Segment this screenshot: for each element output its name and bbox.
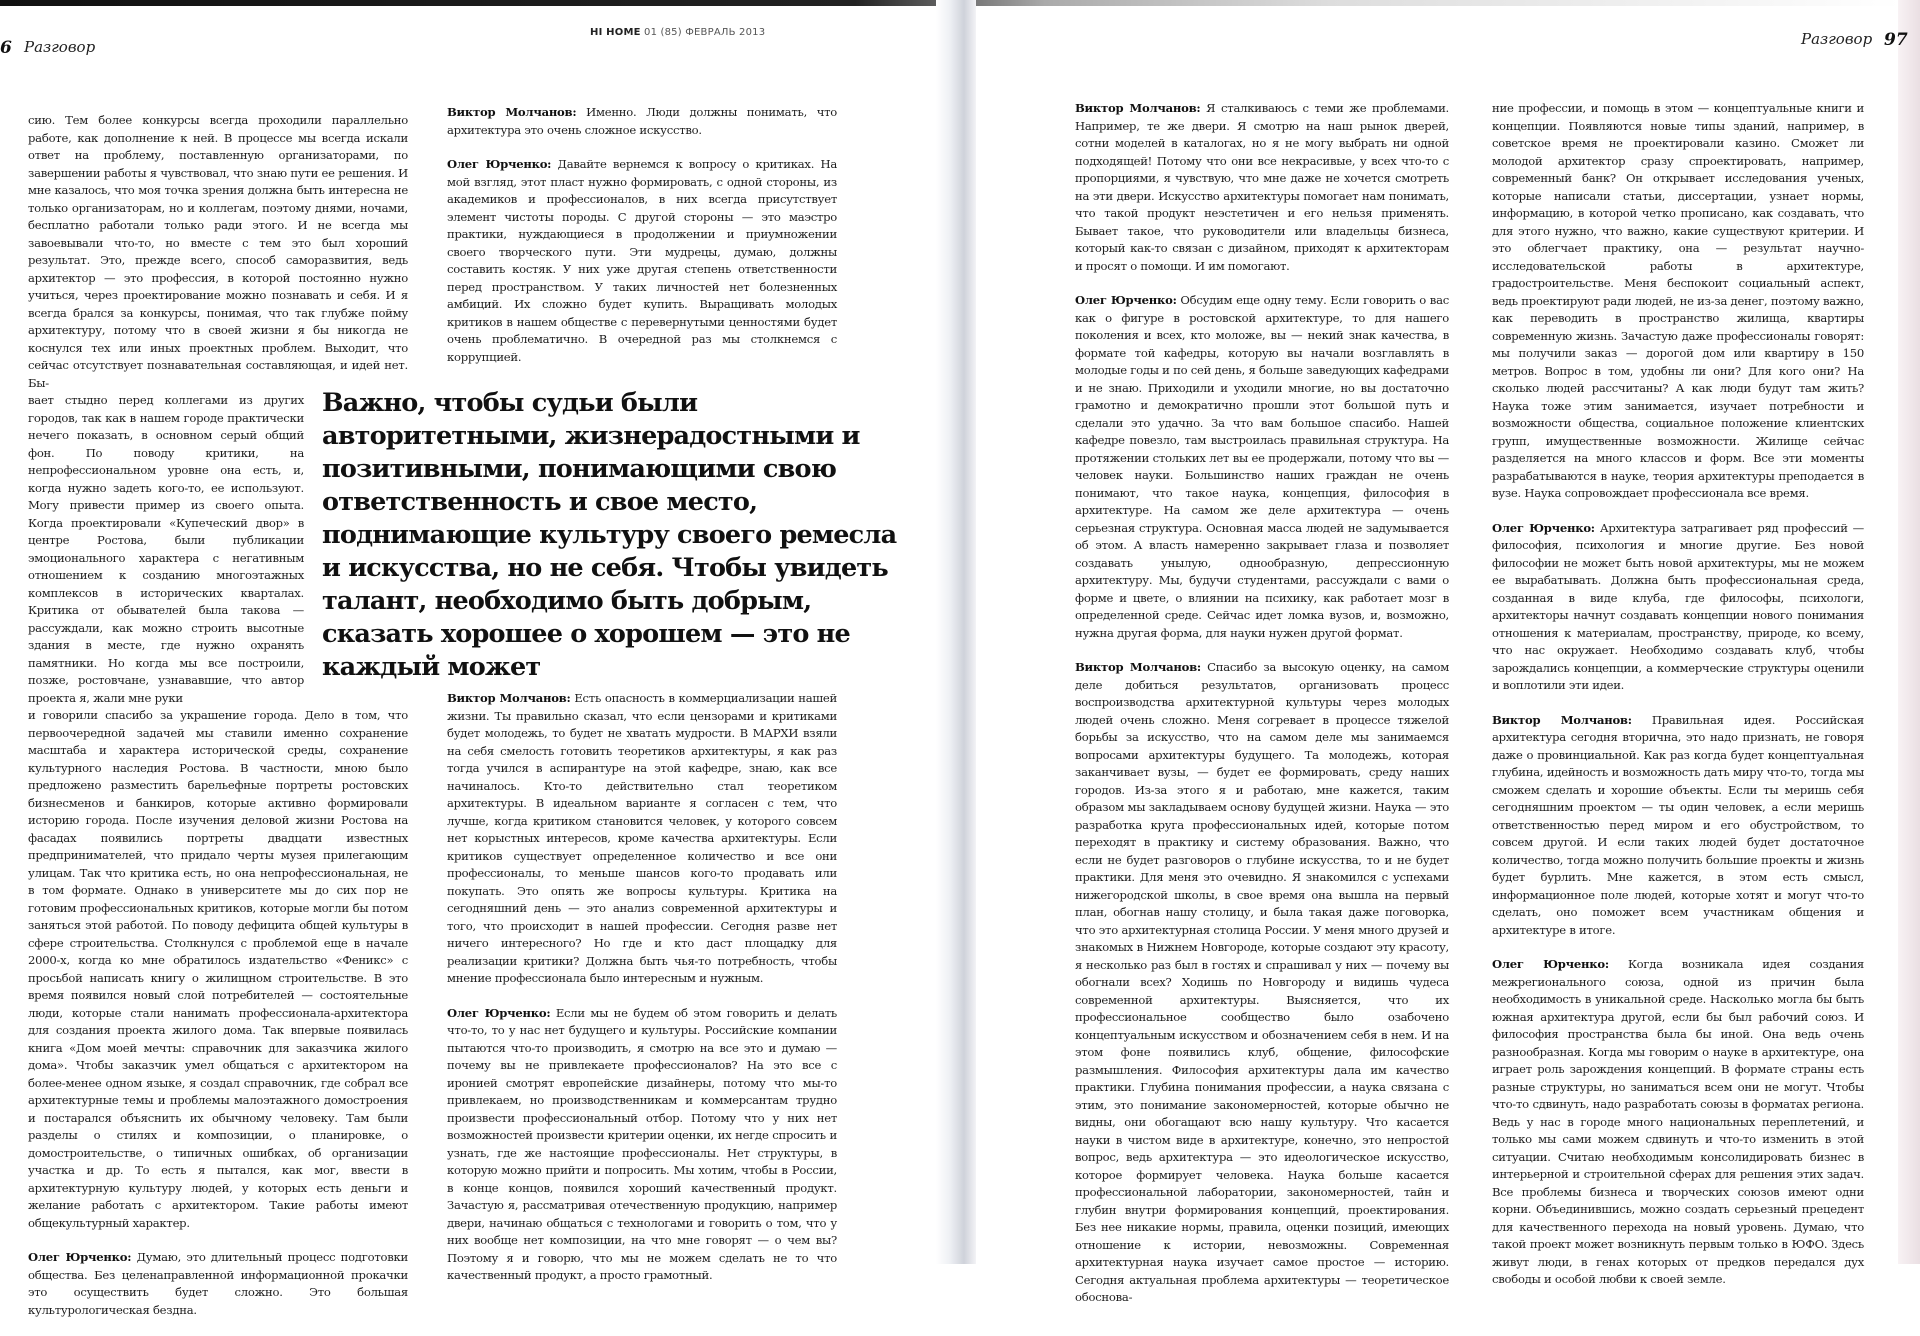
speaker-name: Олег Юрченко: xyxy=(1492,957,1609,971)
speech-text: Есть опасность в коммерциализации нашей жизни. Ты правильно сказал, что если цензорами и критиками будет молодежь, то будет не хватать мудрости. В МАРХИ взяли на себя смелость готовить теоретиков архитектуры, я как раз тогда учился в аспирантуре на этой кафедре, знаю, как все начиналось. Кто-то действительно стал теоретиком архитектуры. В идеальном варианте я согласен с тем, что лучше, когда критиком становится человек, у которого совсем нет корыстных интересов, кроме качества архитектуры. Если критиков существует определенное количество и все они профессионалы, то меньше шансов кого-то продавать или покупать. Это опять же вопросы культуры. Критика на сегодняшний день — это анализ современной архитектуры и того, что происходит в нашей профессии. Сегодня разве нет ничего интересного? Но где и кто даст площадку для реализации критики? Должна быть чья-то потребность, чтобы мнение профессионала было интересным и нужным. xyxy=(447,691,838,985)
speaker-name: Олег Юрченко: xyxy=(447,157,552,171)
speech-text: Думаю, это длительный процесс подготовки общества. Без целенаправленной информационной прокачки это осуществить будет сложно. Это большая культурологическая бездна. xyxy=(28,1250,408,1317)
magazine-issue: 01 (85) ФЕВРАЛЬ 2013 xyxy=(644,27,766,38)
scan-right-edge xyxy=(1898,0,1920,1264)
paragraph xyxy=(447,104,837,139)
paragraph xyxy=(1075,659,1449,1307)
speaker-name: Олег Юрченко: xyxy=(447,1005,551,1020)
paragraph xyxy=(28,1249,408,1319)
right-section-title: Разговор xyxy=(1801,30,1873,48)
speech-text: Правильная идея. Российская архитектура сегодня вторична, это надо признать, не говоря даже о провинциальной. Как раз когда будет концептуальная глубина, идейность и возможность дать миру что-то, тогда мы сможем сделать и хорошие объекты. Если ты меришь себя сегодняшним проектом — ты один человек, а если меришь ответственностью перед миром и его обустройством, то совсем другой. И если таких людей будет достаточное количество, тогда можно получить большие проекты и жизнь будет бурлить. Мне кажется, в этом есть смысл, информационное поле людей, которые хотят и могут что-то сделать, оно поможет всем участникам общения и архитектуре в итоге. xyxy=(1492,712,1864,937)
speech-text: Если мы не будем об этом говорить и делать что-то, то у нас нет будущего и культуры. Российские компании пытаются что-то производить, я смотрю на все это и думаю — почему вы не привлекаете профессионалов? На это все с иронией смотрят европейские дизайнеры, потому что мы-то привлекаем, но производственникам и коммерсантам трудно произвести профессиональный отбор. Потому что у них нет возможностей произвести критерии оценки, их негде спросить и узнать, где же настоящие профессионалы. Нет структуры, в которую можно прийти и попросить. Мы хотим, чтобы в России, в конце концов, появился хороший качественный продукт. Зачастую я, рассматривая отечественную продукцию, например двери, начинаю общаться с технологами и говорить о том, что у них вообще нет композиции, на что мне говорят — о чем вы? Поэтому я и говорю, что мы не можем сделать не то что качественный продукт, а просто грамотный. xyxy=(447,1005,837,1282)
paragraph xyxy=(1492,520,1864,695)
speaker-name: Олег Юрченко: xyxy=(1075,293,1177,307)
speech-text: Именно. Люди должны понимать, что архитектура это очень сложное искусство. xyxy=(447,105,838,137)
speech-text: Архитектура затрагивает ряд профессий — философия, психология и многие другие. Без новой философии не может быть новой архитектуры, мы не можем ее вырабатывать. Должна быть профессиональная среда, созданная в виде клуба, где философы, психологи, архитекторы начнут создавать концепции нового понимания отношения к материалам, пространству, природе, ко всему, что нас окружает. Необходимо создавать клуб, чтобы зарождались концепции, а коммерческие структуры оценили и воплотили эти идеи. xyxy=(1492,520,1864,692)
speech-text: Когда возникала идея создания межрегионального союза, одной из причин была необходимость в уникальной среде. Насколько могла бы быть южная архитектура другой, если бы был рабочий союз. И философия пространства была бы иной. Она ведь очень разнообразная. Когда мы говорим о науке в архитектуре, она играет роль зарождения концепций. В формате страны есть разные структуры, но заниматься всем они не могут. Чтобы что-то сдвинуть, надо разработать союзы в форматах региона. Ведь у нас в городе много национальных переплетений, и только мы сами можем сдвинуть и что-то изменить в этой ситуации. Считаю необходимым консолидировать бизнес в интерьерной и строительной сферах для решения этих задач. Все проблемы бизнеса и творческих союзов имеют одни корни. Объединившись, можно создать серьезный прецедент для качественного перехода на новый уровень. Думаю, что такой проект может возникнуть первым только в ЮФО. Здесь живут люди, в генах которых от предков передался дух свободы и особой любви к своей земле. xyxy=(1492,957,1864,1286)
speaker-name: Олег Юрченко: xyxy=(28,1250,132,1264)
paragraph xyxy=(447,690,837,988)
speech-text: Давайте вернемся к вопросу о критиках. На мой взгляд, этот пласт нужно формировать, с одной стороны, из академиков и профессионалов, в них всегда присутствует элемент чистоты породы. С другой стороны — это маэстро практики, нуждающиеся в продолжении и приумножении своего творческого пути. Эти мудрецы, думаю, должны составить костяк. У них уже другая степень ответственности перед пространством. У таких личностей нет болезненных амбиций. Их сложно будет купить. Выращивать молодых критиков в нашем обществе с перевернутыми ценностями будет очень проблематично. В очередной раз мы столкнемся с коррупцией. xyxy=(447,157,837,364)
article-column-4 xyxy=(1492,100,1864,1306)
speaker-name: Виктор Молчанов: xyxy=(447,105,577,119)
page-gutter xyxy=(936,0,976,1264)
left-section-title: Разговор xyxy=(24,38,96,56)
paragraph: и говорили спасибо за украшение города. Дело в том, что первоочередной задачей мы ставили именно сохранение масштаба и характера исторической среды, сохранение культурного наследия Ростова. В частности, мною было предложено разместить барельефные портреты ростовских бизнесменов и банкиров, которые активно формировали историю города. После изучения деловой жизни Ростова на фасадах появились портреты двадцати известных предпринимателей, что придало черты музея прилегающим улицам. Так что критика есть, но она непрофессиональная, не в том формате. Однако в университете мы до сих пор не готовим профессиональных критиков, которые могли бы потом заняться этой работой. По поводу дефицита общей культуры в сфере строительства. Столкнулся с проблемой еще в начале 2000-х, когда ко мне обратилось издательство «Феникс» с просьбой написать книгу о жилищном строительстве. В это время появился новый слой потребителей — состоятельные люди, которые стали нанимать профессионала-архитектора для создания проекта жилого дома. Так впервые появилась книга «Дом моей мечты: справочник для заказчика жилого дома». Чтобы заказчик умел общаться с архитектором на более-менее одном языке, я создал справочник, где собрал все архитектурные темы и проблемы малоэтажного домостроения и постарался объяснить их обычному человеку. Там были разделы о стилях и композиции, о планировке, о домостроительстве, о типичных ошибках, об организации участка и др. То есть я пытался, как мог, ввести в архитектурную культуру людей, у которых есть деньги и желание работать с архитектором. Такие работы имеют общекультурный характер. xyxy=(28,708,408,1230)
speech-text: Обсудим еще одну тему. Если говорить о вас как о фигуре в ростовской архитектуре, то для нашего поколения и всех, кто моложе, вы — некий знак качества, в формате той кафедры, которую вы начали возглавлять в молодые годы и по сей день, я больше заведующих кафедрами и не знаю. Приходили и уходили многие, но вы достаточно грамотно и демократично прошли этот большой путь и сделали это удачно. За что вам большое спасибо. Нашей кафедре повезло, там выстроилась правильная структура. На протяжении стольких лет вы ее продержали, потому что вы — человек науки. Большинство наших граждан не очень понимают, что такое наука, концепция, философия в архитектуре. На самом же деле архитектура — очень серьезная структура. Основная масса людей не задумывается об этом. А власть намеренно закрывает глаза и позволяет создавать унылую, однообразную, депрессионную архитектуру. Мы, будучи студентами, рассуждали с вами о форме и цвете, о влиянии на психику, как работает мозг в определенной среде. Сейчас идет ломка вузов, и, возможно, нужна другая форма, для науки нужен другой формат. xyxy=(1075,293,1449,640)
speaker-name: Олег Юрченко: xyxy=(1492,520,1595,535)
pull-quote: Важно, чтобы судьи были авторитетными, жизнерадостными и позитивными, понимающими свою ответственность и свое место, поднимающие культуру своего ремесла и искусства, но не себя. Чтобы увидеть талант, необходимо быть добрым, сказать хорошее о хорошем — это не каждый может xyxy=(322,387,922,684)
paragraph xyxy=(447,156,837,366)
article-column-1 xyxy=(28,112,408,1336)
paragraph: вает стыдно перед коллегами из других городов, так как в нашем городе практически нечего показать, в основном серый общий фон. По поводу критики, на непрофессиональном уровне она есть, и, когда нужно задеть кого-то, ее используют. Могу привести пример из своего опыта. Когда проектировали «Купеческий двор» в центре Ростова, были публикации эмоционального характера с негативным отношением к созданию многоэтажных комплексов в исторических кварталах. Критика от обывателей была такова — рассуждали, как можно строить высотные здания в месте, где нужно охранять памятники. Но когда мы все построили, позже, ростовчане, узнававшие, что автор проекта я, жали мне руки xyxy=(28,393,304,705)
magazine-brand: HI HOME xyxy=(590,27,641,38)
paragraph: ние профессии, и помощь в этом — концептуальные книги и концепции. Появляются новые типы зданий, например, в советское время не проектировали казино. Сможет ли молодой архитектор сразу спроектировать, например, современный банк? Он открывает исследования ученых, которые написали статьи, диссертации, узнает нормы, информацию, в которой четко прописано, как создавать, что для этого нужно, что важно, какие существуют критерии. И это облегчает практику, она — результат научно-исследовательской работы в архитектуре, градостроительстве. Меня беспокоит социальный аспект, ведь проектируют ради людей, не из-за денег, поэтому важно, как переводить в пространство жилища, квартиры современную жизнь. Зачастую даже профессионалы говорят: мы получили заказ — дорогой дом или квартиру в 150 метров. Вопрос в том, удобны ли они? Для кого они? На сколько людей рассчитаны? А как люди будут там жить? Наука тоже этим занимается, изучает потребности и возможности общества, социальное положение клиентских групп, имущественные возможности. Жилище сейчас разделяется на много классов и форм. Все эти моменты разрабатываются в науке, теория архитектуры преподается в вузе. Наука сопровождает профессионала все время. xyxy=(1492,101,1864,500)
right-page-number: 97 xyxy=(1884,30,1908,50)
article-column-3 xyxy=(1075,100,1449,1324)
speaker-name: Виктор Молчанов: xyxy=(1075,101,1201,115)
left-page-number: 6 xyxy=(0,38,12,58)
article-column-2 xyxy=(447,104,837,1302)
magazine-issue-line xyxy=(590,27,765,38)
speech-text: Я сталкиваюсь с теми же проблемами. Например, те же двери. Я смотрю на наш рынок дверей, сотни моделей в каталогах, но я не могу выбрать ни одной подходящей! Потому что они все некрасивые, у всех что-то с пропорциями, я чувствую, что мне даже не хочется смотреть на эти двери. Искусство архитектуры помогает нам понимать, что такой продукт неэстетичен и его нельзя применять. Бывает такое, что руководители или владельцы бизнеса, который как-то связан с дизайном, приходят к архитекторам и просят о помощи. И им помогают. xyxy=(1075,101,1449,273)
speaker-name: Виктор Молчанов: xyxy=(1492,712,1632,727)
paragraph xyxy=(1075,100,1449,275)
paragraph xyxy=(1492,956,1864,1289)
paragraph: сию. Тем более конкурсы всегда проходили параллельно работе, как дополнение к ней. В процессе мы всегда искали ответ на проблему, поставленную организаторами, по завершении работы я чувствовал, что знаю пути ее решения. И мне казалось, что моя точка зрения должна быть интересна не только организаторам, но и коллегам, поэтому днями, ночами, бесплатно работали только ради этого. И не всегда мы завоевывали что-то, но вместе с тем это был хороший результат. Это, прежде всего, способ саморазвития, ведь архитектор — это профессия, в которой постоянно нужно учиться, через проектирование можно познавать и себя. И я всегда брался за конкурсы, понимая, что так глубже пойму архитектуру, потому что в своей жизни я бы никогда не коснулся тех или иных проектных проблем. Выходит, что сейчас отсутствует познавательная составляющая, и идей нет. Бы- xyxy=(28,113,408,390)
speech-text: Спасибо за высокую оценку, на самом деле добиться результатов, организовать процесс воспроизводства архитектурной культуры через молодых людей очень сложно. Меня согревает в процессе тяжелой борьбы за искусство, что на самом деле мы занимаемся вопросами архитектуры будущего. Та молодежь, которая заканчивает вузы, — будет ее формировать, среду наших городов. Из-за этого я и работаю, мне кажется, таким образом мы закладываем основу будущей жизни. Наука — это разработка круга профессиональных идей, которые потом переходят в практику и систему образования. Важно, что если не будет разговоров о глубине искусства, то и не будет практики. Для меня это очевидно. Я знакомился с успехами нижегородской школы, в свое время она вышла на первый план, обогнав нашу столицу, и была такая даже поговорка, что это архитектурная столица России. У меня много друзей и знакомых в Нижнем Новгороде, которые создают эту красоту, я несколько раз был в гостях и спрашивал у них — почему вы обогнали всех? Ходишь по Новгороду и видишь чудеса современной архитектуры. Выясняется, что их профессиональное сообщество было озабочено концептуальным искусством и обозначением себя в нем. И на этом фоне появились клуб, общение, философские размышления. Философия архитектуры дала им качество практики. Глубина понимания профессии, а наука связана с этим, это понимание закономерностей, которые обычно не видны, они обогащают всю нашу культуру. Что касается науки в чистом виде в архитектуре, конечно, это непростой вопрос, ведь архитектура — это идеологическое искусство, которое формирует человека. Наука больше касается профессиональной лаборатории, закономерностей, тайн и глубин внутри формирования концепций, проектирования. Без нее никакие нормы, правила, оценки позиций, имеющих отношение к истории, невозможны. Современная архитектурная наука изучает самое простое — историю. Сегодня актуальная проблема архитектуры — теоретическое обоснова- xyxy=(1075,660,1450,1304)
speaker-name: Виктор Молчанов: xyxy=(447,691,571,705)
paragraph xyxy=(1075,292,1449,642)
paragraph xyxy=(1492,712,1864,940)
paragraph xyxy=(447,1005,837,1285)
speaker-name: Виктор Молчанов: xyxy=(1075,660,1201,674)
